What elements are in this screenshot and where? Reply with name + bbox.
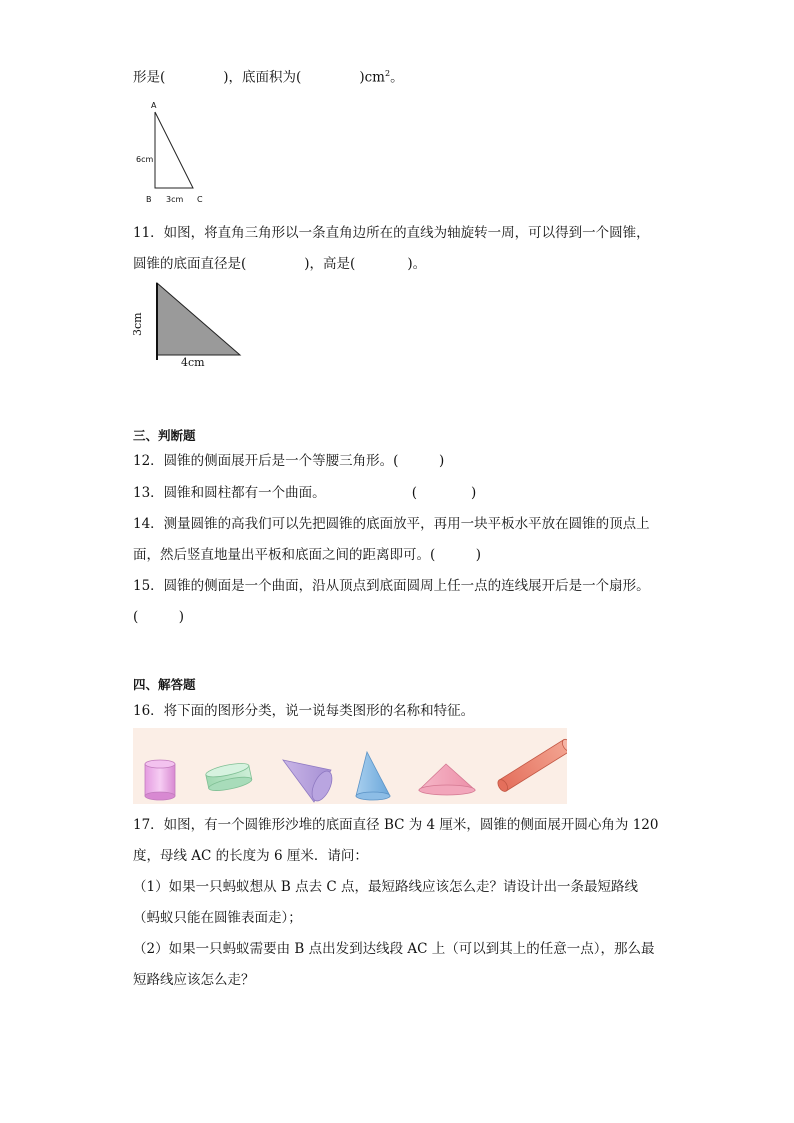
cylinder-red-long <box>496 738 567 794</box>
section-4-heading: 四、解答题 <box>133 677 196 692</box>
label-width: 4cm <box>181 356 205 369</box>
q14-line1: 14．测量圆锥的高我们可以先把圆锥的底面放平，再用一块平板水平放在圆锥的顶点上 <box>133 516 650 532</box>
shapes-figure <box>133 728 567 804</box>
q17-line5: （2）如果一只蚂蚁需要由 B 点出发到达线段 AC 上（可以到其上的任意一点），那么最 <box>133 941 655 957</box>
q16: 16．将下面的图形分类，说一说每类图形的名称和特征。 <box>133 703 475 719</box>
q17-line4: （蚂蚁只能在圆锥表面走）； <box>133 910 302 926</box>
q15-line1: 15．圆锥的侧面是一个曲面，沿从顶点到底面圆周上任一点的连线展开后是一个扇形。 <box>133 578 650 594</box>
label-side-bc: 3cm <box>166 195 184 204</box>
label-side-ab: 6cm <box>136 155 154 164</box>
label-b: B <box>146 195 152 204</box>
q12: 12．圆锥的侧面展开后是一个等腰三角形。( ) <box>133 453 445 469</box>
label-a: A <box>151 101 157 110</box>
label-c: C <box>197 195 203 204</box>
triangle-figure-q10 <box>130 98 220 208</box>
q15-line2: ( ) <box>133 609 185 625</box>
cone-purple-tilted <box>283 760 336 804</box>
triangle-figure-q11 <box>150 280 250 360</box>
cone-blue <box>356 752 390 800</box>
q13: 13．圆锥和圆柱都有一个曲面。 ( ) <box>133 485 477 501</box>
q14-line2: 面，然后竖直地量出平板和底面之间的距离即可。( ) <box>133 547 482 563</box>
q17-line1: 17．如图，有一个圆锥形沙堆的底面直径 BC 为 4 厘米，圆锥的侧面展开圆心角为 120 <box>133 817 659 833</box>
label-height: 3cm <box>131 312 144 336</box>
cone-pink <box>419 764 475 795</box>
q11-line1: 11．如图，将直角三角形以一条直角边所在的直线为轴旋转一周，可以得到一个圆锥， <box>133 225 650 241</box>
cylinder-pink <box>145 760 175 800</box>
q17-line6: 短路线应该怎么走？ <box>133 972 255 988</box>
q11-line2: 圆锥的底面直径是( )，高是( )。 <box>133 256 427 272</box>
cylinder-green-flat <box>205 761 253 794</box>
section-3-heading: 三、判断题 <box>133 428 196 443</box>
q17-line2: 度，母线 AC 的长度为 6 厘米．请问： <box>133 848 368 864</box>
q17-line3: （1）如果一只蚂蚁想从 B 点去 C 点，最短路线应该怎么走？请设计出一条最短路线 <box>133 879 639 895</box>
q10-text: 形是( )，底面积为( )$cm^2$。 <box>133 69 404 86</box>
